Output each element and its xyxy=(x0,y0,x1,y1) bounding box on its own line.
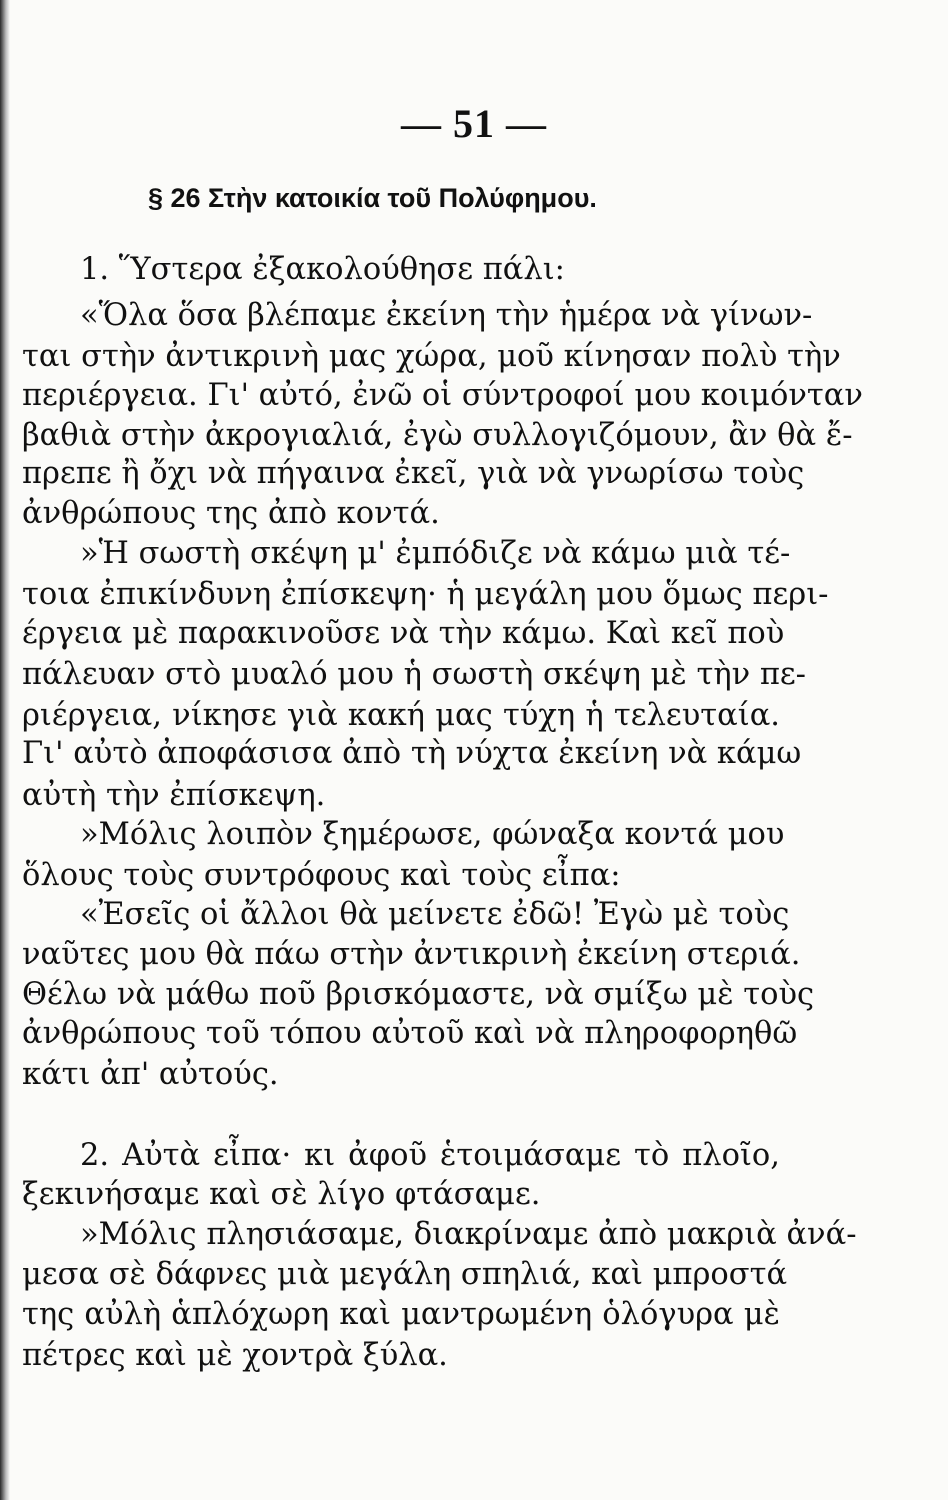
text-line: τοια ἐπικίνδυνη ἐπίσκεψη· ἡ μεγάλη μου ὅμως περι- xyxy=(22,577,829,612)
page-binding-edge xyxy=(0,0,10,1500)
text-line: της αὐλὴ ἁπλόχωρη καὶ μαντρωμένη ὁλόγυρα μὲ xyxy=(22,1297,780,1332)
text-line: 1. Ὕστερα ἐξακολούθησε πάλι: xyxy=(80,252,565,287)
text-line: πέτρες καὶ μὲ χοντρὰ ξύλα. xyxy=(22,1338,448,1373)
text-line: ξεκινήσαμε καὶ σὲ λίγο φτάσαμε. xyxy=(22,1177,541,1212)
text-line: πρεπε ἢ ὄχι νὰ πήγαινα ἐκεῖ, γιὰ νὰ γνωρίσω τοὺς xyxy=(22,456,805,491)
text-line: Θέλω νὰ μάθω ποῦ βρισκόμαστε, νὰ σμίξω μὲ τοὺς xyxy=(22,977,815,1012)
text-line: κάτι ἀπ' αὐτούς. xyxy=(22,1057,279,1092)
text-line: ναῦτες μου θὰ πάω στὴν ἀντικρινὴ ἐκείνη στεριά. xyxy=(22,937,801,972)
text-line: 2. Αὐτὰ εἶπα· κι ἀφοῦ ἑτοιμάσαμε τὸ πλοῖο, xyxy=(80,1138,780,1173)
text-line: έργεια μὲ παρακινοῦσε νὰ τὴν κάμω. Καὶ κεῖ ποὺ xyxy=(22,616,785,651)
text-line: «Ὅλα ὅσα βλέπαμε ἐκείνη τὴν ἡμέρα νὰ γίνων- xyxy=(80,298,813,333)
text-line: ἀνθρώπους τοῦ τόπου αὐτοῦ καὶ νὰ πληροφορηθῶ xyxy=(22,1016,798,1051)
text-line: Γι' αὐτὸ ἀποφάσισα ἀπὸ τὴ νύχτα ἐκείνη νὰ κάμω xyxy=(22,736,802,771)
text-line: περιέργεια. Γι' αὐτό, ἐνῶ οἱ σύντροφοί μου κοιμόνταν xyxy=(22,378,863,413)
text-line: ριέργεια, νίκησε γιὰ κακή μας τύχη ἡ τελευταία. xyxy=(22,698,780,733)
section-title: § 26 Στὴν κατοικία τοῦ Πολύφημου. xyxy=(148,183,597,213)
text-line: ἀνθρώπους της ἀπὸ κοντά. xyxy=(22,496,440,531)
text-line: πάλευαν στὸ μυαλό μου ἡ σωστὴ σκέψη μὲ τὴν πε- xyxy=(22,657,806,692)
text-line: βαθιὰ στὴν ἀκρογιαλιά, ἐγὼ συλλογιζόμουν, ἂν θὰ ἔ- xyxy=(22,418,853,453)
text-line: »Μόλις πλησιάσαμε, διακρίναμε ἀπὸ μακριὰ ἀνά- xyxy=(80,1217,857,1252)
text-line: »Ἡ σωστὴ σκέψη μ' ἐμπόδιζε νὰ κάμω μιὰ τέ- xyxy=(80,536,791,571)
text-line: αὐτὴ τὴν ἐπίσκεψη. xyxy=(22,778,326,813)
text-line: »Μόλις λοιπὸν ξημέρωσε, φώναξα κοντά μου xyxy=(80,817,785,852)
page-number: — 51 — xyxy=(401,101,547,146)
text-line: ται στὴν ἀντικρινὴ μας χώρα, μοῦ κίνησαν πολὺ τὴν xyxy=(22,339,841,374)
text-line: ὅλους τοὺς συντρόφους καὶ τοὺς εἶπα: xyxy=(22,858,621,893)
text-line: «Ἐσεῖς οἱ ἄλλοι θὰ μείνετε ἐδῶ! Ἐγὼ μὲ τοὺς xyxy=(80,897,790,932)
text-line: μεσα σὲ δάφνες μιὰ μεγάλη σπηλιά, καὶ μπροστά xyxy=(22,1257,788,1292)
